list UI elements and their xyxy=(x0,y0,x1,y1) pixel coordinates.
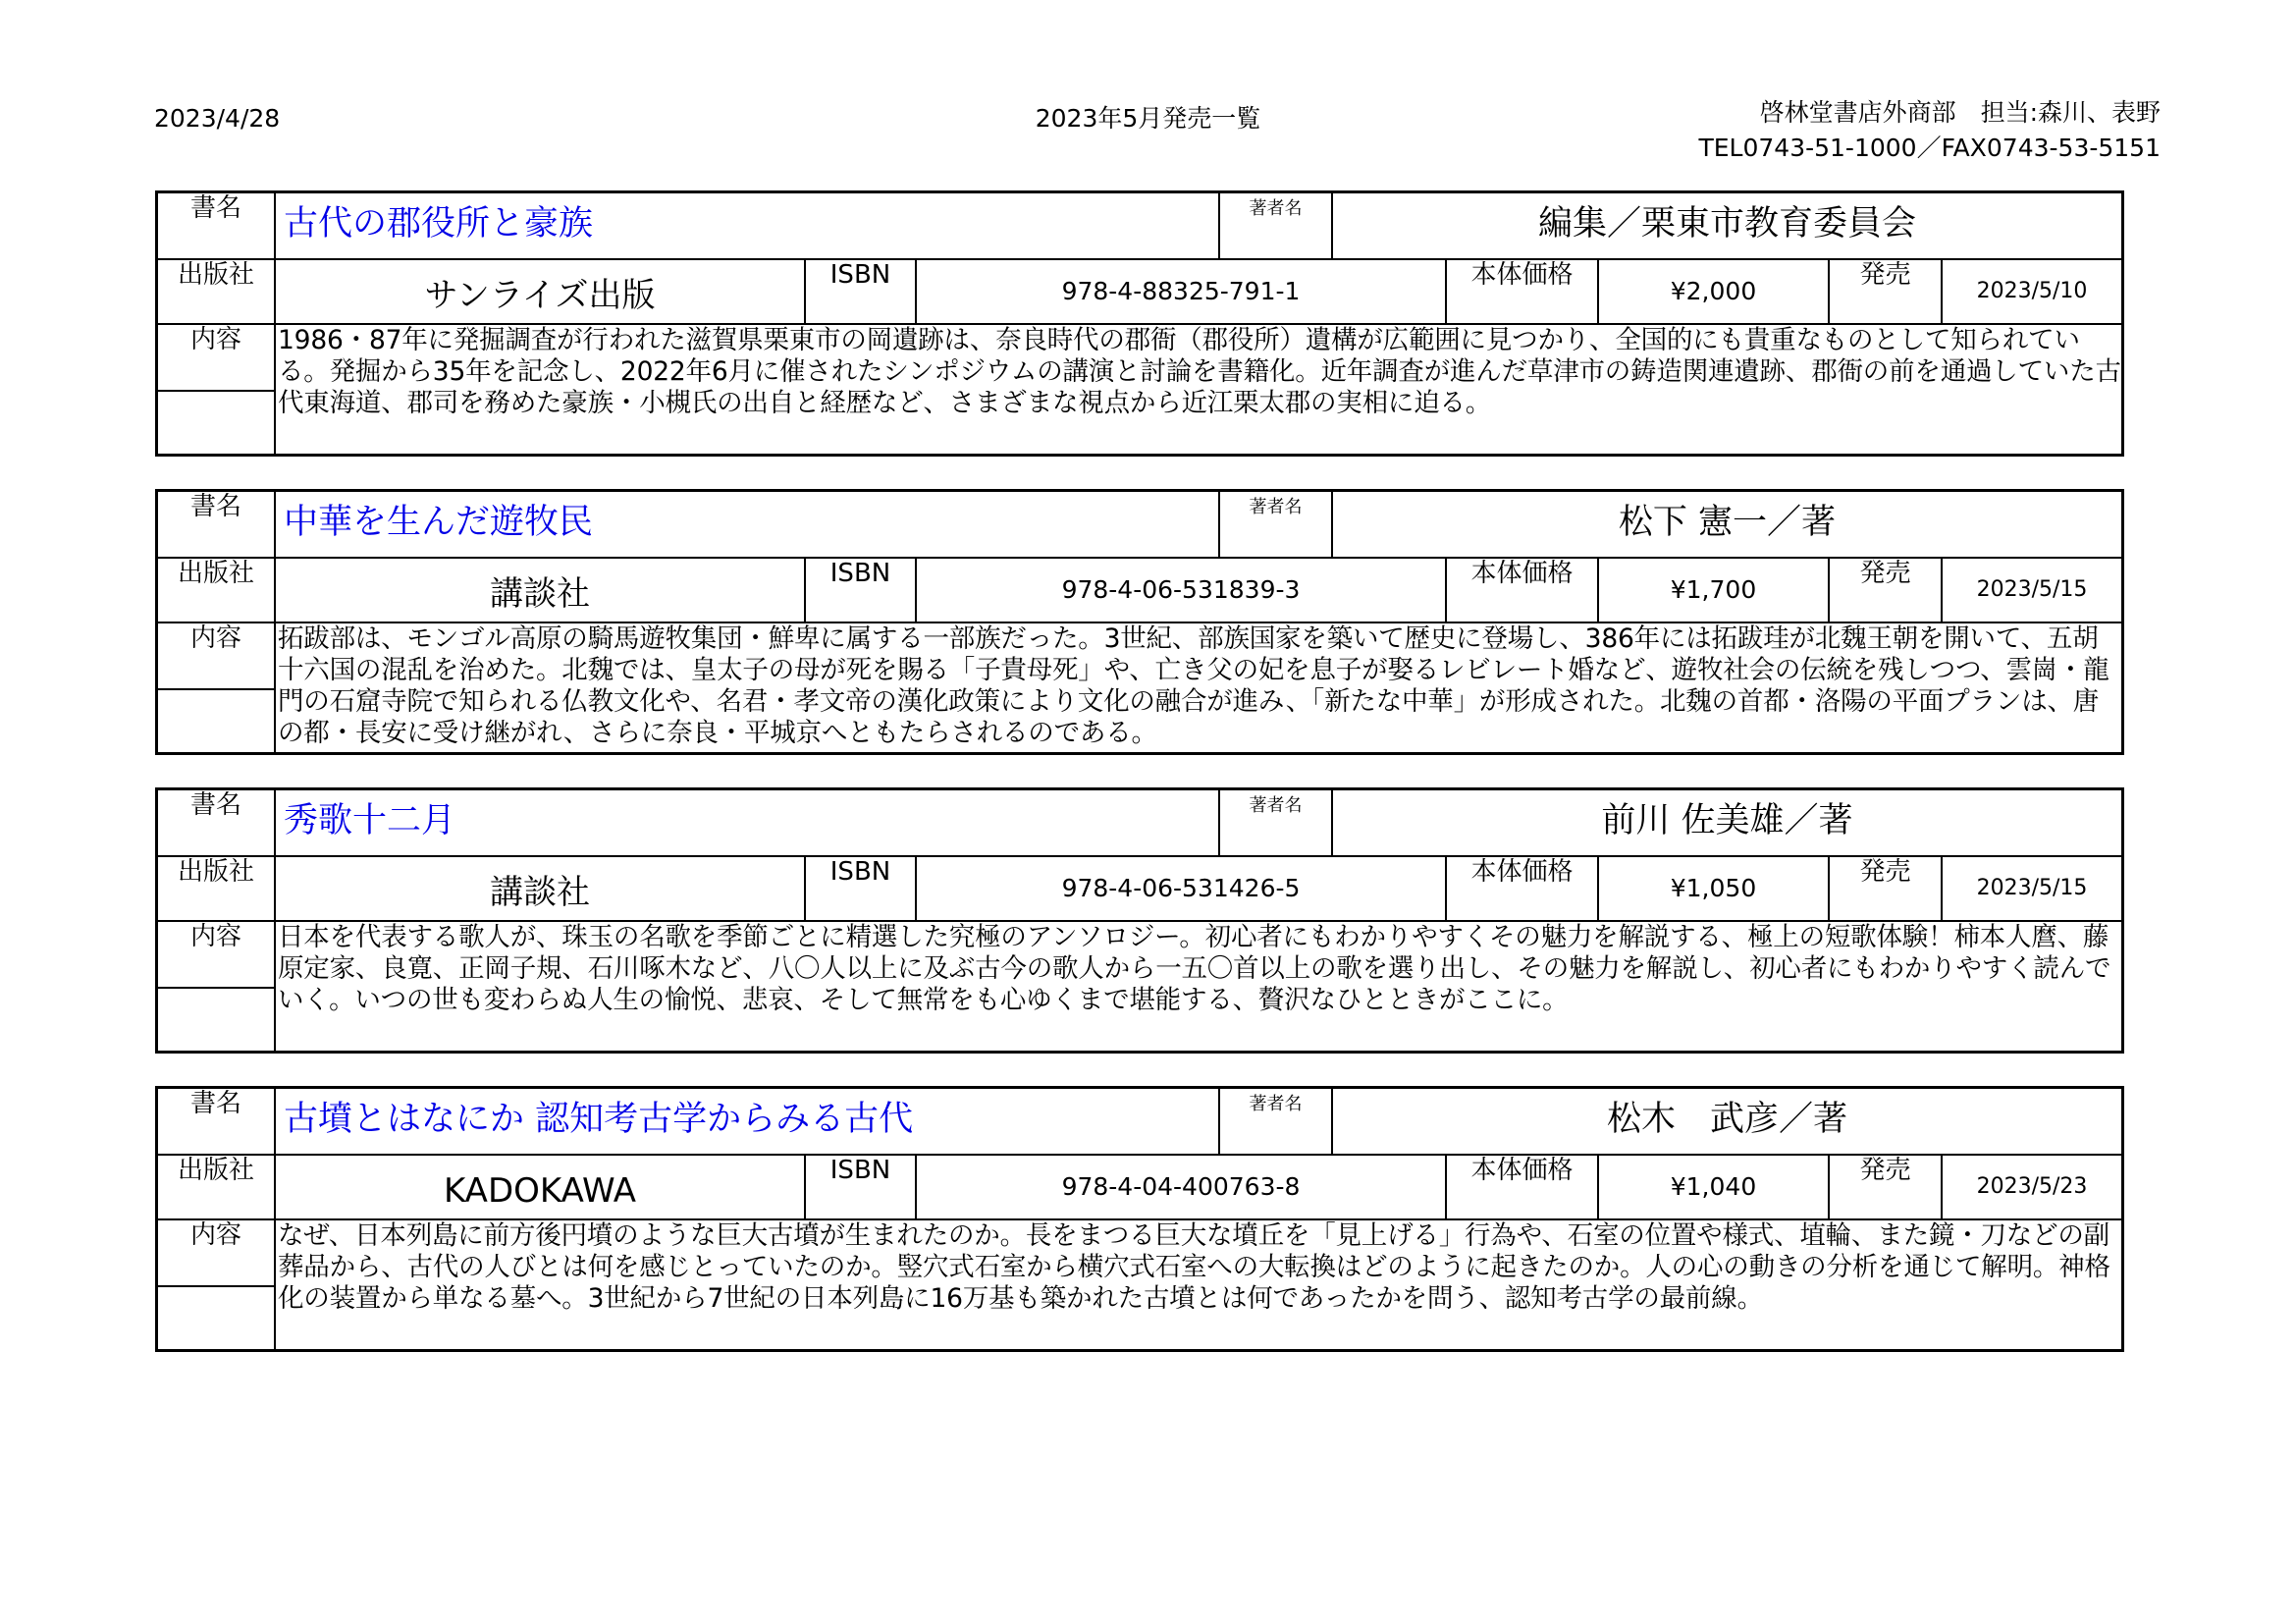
book-isbn: 978-4-04-400763-8 xyxy=(917,1156,1447,1220)
price-label: 本体価格 xyxy=(1447,857,1599,922)
book-isbn: 978-4-88325-791-1 xyxy=(917,260,1447,325)
title-label: 書名 xyxy=(158,492,276,559)
book-author: 松下 憲一／著 xyxy=(1333,492,2121,559)
content-label: 内容 xyxy=(158,922,276,989)
book-publisher: KADOKAWA xyxy=(276,1156,806,1220)
book-title: 秀歌十二月 xyxy=(276,790,1220,857)
book-description: 1986・87年に発掘調査が行われた滋賀県栗東市の岡遺跡は、奈良時代の郡衙（郡役所）遺構が広範囲に見つかり、全国的にも貴重なものとして知られている。発掘から35年を記念し、2022年6月に催されたシンポジウムの講演と討論を書籍化。近年調査が進んだ草津市の鋳造関連遺跡、郡衙の前を通過していた古代東海道、郡司を務めた豪族・小槻氏の出自と経歴など、さまざまな視点から近江栗太郡の実相に迫る。 xyxy=(278,325,2121,418)
content-label-spacer xyxy=(158,392,276,454)
release-label: 発売 xyxy=(1830,857,1943,922)
content-label-spacer xyxy=(158,989,276,1051)
author-label: 著者名 xyxy=(1220,492,1333,559)
isbn-label: ISBN xyxy=(806,1156,917,1220)
isbn-label: ISBN xyxy=(806,559,917,623)
price-label: 本体価格 xyxy=(1447,559,1599,623)
title-label: 書名 xyxy=(158,193,276,260)
book-publisher: 講談社 xyxy=(276,857,806,922)
content-label-spacer xyxy=(158,1287,276,1349)
publisher-label: 出版社 xyxy=(158,1156,276,1220)
book-isbn: 978-4-06-531426-5 xyxy=(917,857,1447,922)
release-label: 発売 xyxy=(1830,260,1943,325)
release-label: 発売 xyxy=(1830,559,1943,623)
book-author: 松木 武彦／著 xyxy=(1333,1089,2121,1156)
page-title: 2023年5月発売一覧 xyxy=(1035,104,1261,133)
book-entry xyxy=(155,787,2124,1054)
book-release-date: 2023/5/15 xyxy=(1943,559,2121,623)
print-date: 2023/4/28 xyxy=(154,104,281,133)
content-label-spacer xyxy=(158,690,276,752)
contact-info: TEL0743-51-1000／FAX0743-53-5151 xyxy=(1698,134,2161,162)
store-info: 啓林堂書店外商部 担当:森川、表野 xyxy=(1759,98,2161,127)
book-price: ¥1,040 xyxy=(1599,1156,1830,1220)
book-publisher: 講談社 xyxy=(276,559,806,623)
author-label: 著者名 xyxy=(1220,193,1333,260)
author-label: 著者名 xyxy=(1220,1089,1333,1156)
book-title: 古墳とはなにか 認知考古学からみる古代 xyxy=(276,1089,1220,1156)
publisher-label: 出版社 xyxy=(158,559,276,623)
book-description: 日本を代表する歌人が、珠玉の名歌を季節ごとに精選した究極のアンソロジー。初心者にもわかりやすくその魅力を解説する、極上の短歌体験！柿本人麿、藤原定家、良寛、正岡子規、石川啄木など、八〇人以上に及ぶ古今の歌人から一五〇首以上の歌を選り出し、その魅力を解説し、初心者にもわかりやすく読んでいく。いつの世も変わらぬ人生の愉悦、悲哀、そして無常をも心ゆくまで堪能する、贅沢なひとときがここに。 xyxy=(278,922,2111,1015)
book-entry xyxy=(155,190,2124,457)
book-release-date: 2023/5/10 xyxy=(1943,260,2121,325)
book-publisher: サンライズ出版 xyxy=(276,260,806,325)
book-title: 古代の郡役所と豪族 xyxy=(276,193,1220,260)
book-price: ¥1,050 xyxy=(1599,857,1830,922)
author-label: 著者名 xyxy=(1220,790,1333,857)
book-isbn: 978-4-06-531839-3 xyxy=(917,559,1447,623)
isbn-label: ISBN xyxy=(806,260,917,325)
book-entry xyxy=(155,489,2124,755)
publisher-label: 出版社 xyxy=(158,857,276,922)
release-label: 発売 xyxy=(1830,1156,1943,1220)
price-label: 本体価格 xyxy=(1447,260,1599,325)
book-title: 中華を生んだ遊牧民 xyxy=(276,492,1220,559)
price-label: 本体価格 xyxy=(1447,1156,1599,1220)
title-label: 書名 xyxy=(158,790,276,857)
book-price: ¥2,000 xyxy=(1599,260,1830,325)
book-release-date: 2023/5/15 xyxy=(1943,857,2121,922)
isbn-label: ISBN xyxy=(806,857,917,922)
book-author: 編集／栗東市教育委員会 xyxy=(1333,193,2121,260)
book-price: ¥1,700 xyxy=(1599,559,1830,623)
publisher-label: 出版社 xyxy=(158,260,276,325)
book-release-date: 2023/5/23 xyxy=(1943,1156,2121,1220)
book-entry xyxy=(155,1086,2124,1352)
book-description: 拓跋部は、モンゴル高原の騎馬遊牧集団・鮮卑に属する一部族だった。3世紀、部族国家を築いて歴史に登場し、386年には拓跋珪が北魏王朝を開いて、五胡十六国の混乱を治めた。北魏では、皇太子の母が死を賜る「子貴母死」や、亡き父の妃を息子が娶るレビレート婚など、遊牧社会の伝統を残しつつ、雲崗・龍門の石窟寺院で知られる仏教文化や、名君・孝文帝の漢化政策により文化の融合が進み、「新たな中華」が形成された。北魏の首都・洛陽の平面プランは、唐の都・長安に受け継がれ、さらに奈良・平城京へともたらされるのである。 xyxy=(278,623,2109,748)
book-author: 前川 佐美雄／著 xyxy=(1333,790,2121,857)
book-description: なぜ、日本列島に前方後円墳のような巨大古墳が生まれたのか。長をまつる巨大な墳丘を「見上げる」行為や、石室の位置や様式、埴輪、また鏡・刀などの副葬品から、古代の人びとは何を感じとっていたのか。竪穴式石室から横穴式石室への大転換はどのように起きたのか。人の心の動きの分析を通じて解明。神格化の装置から単なる墓へ。3世紀から7世紀の日本列島に16万基も築かれた古墳とは何であったかを問う、認知考古学の最前線。 xyxy=(278,1220,2110,1314)
content-label: 内容 xyxy=(158,1220,276,1287)
content-label: 内容 xyxy=(158,623,276,690)
title-label: 書名 xyxy=(158,1089,276,1156)
content-label: 内容 xyxy=(158,325,276,392)
